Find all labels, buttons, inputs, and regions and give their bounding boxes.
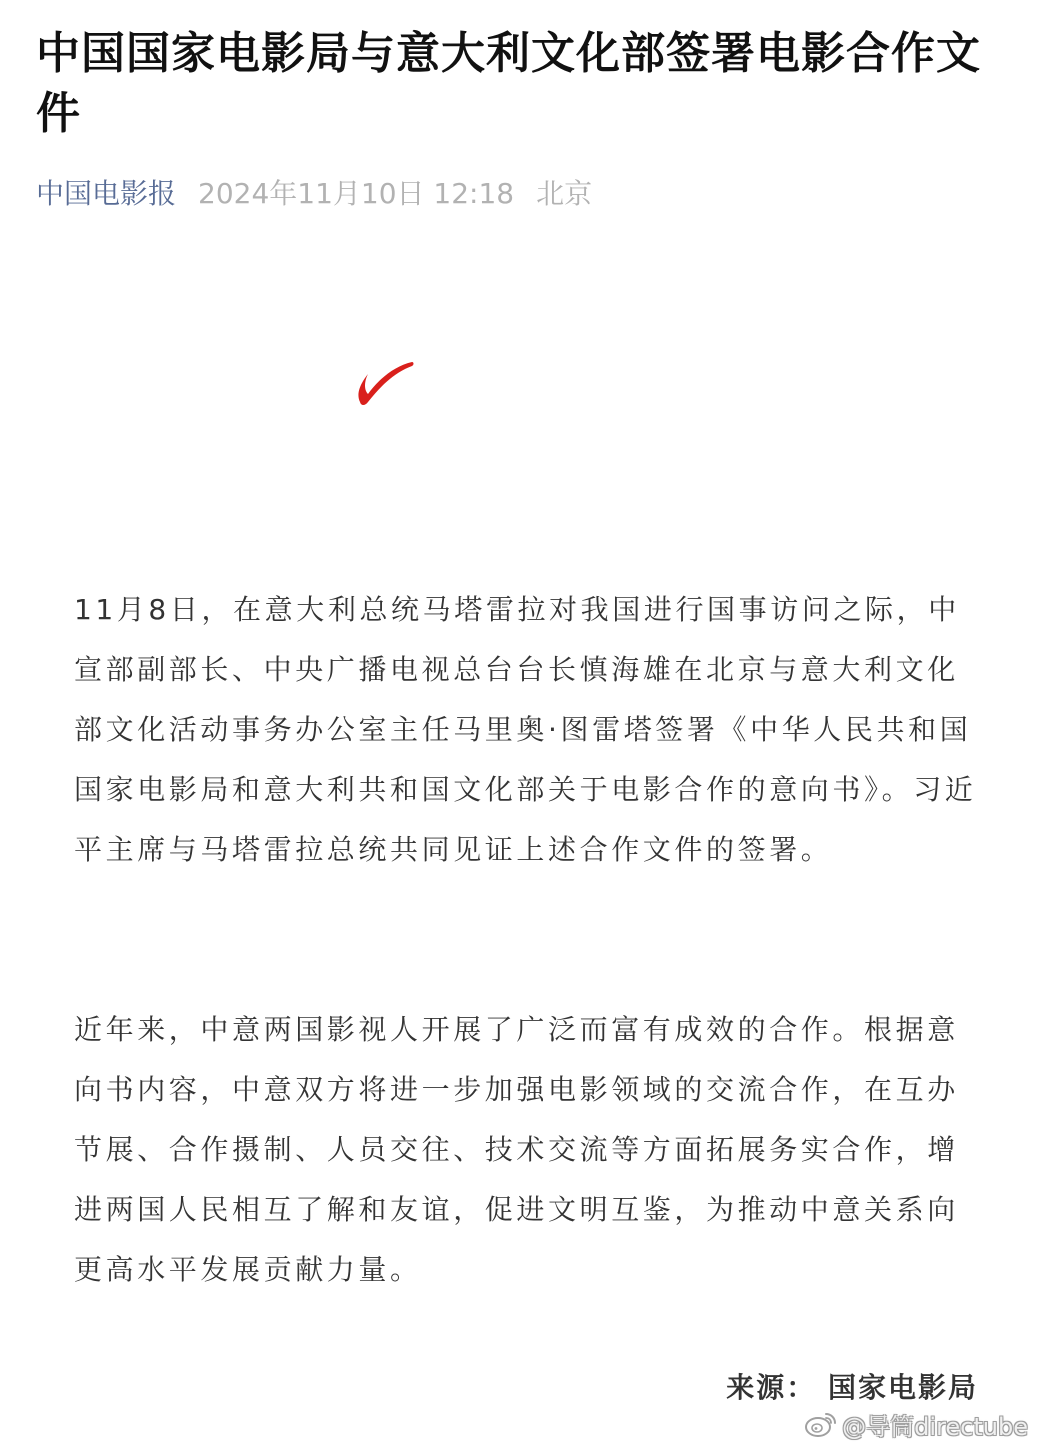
publish-time: 2024年11月10日 12:18 bbox=[198, 177, 515, 210]
account-name-link[interactable]: 中国电影报 bbox=[36, 177, 177, 210]
weibo-icon bbox=[804, 1410, 838, 1438]
article-source: 来源： 国家电影局 bbox=[726, 1371, 978, 1404]
article-meta bbox=[36, 172, 592, 212]
watermark bbox=[804, 1404, 1028, 1444]
article-paragraph: 11月8日，在意大利总统马塔雷拉对我国进行国事访问之际，中宣部副部长、中央广播电视总台台长慎海雄在北京与意大利文化部文化活动事务办公室主任马里奥·图雷塔签署《中华人民共和国国家电影局和意大利共和国文化部关于电影合作的意向书》。习近平主席与马塔雷拉总统共同见证上述合作文件的签署。 bbox=[74, 593, 977, 866]
publish-location: 北京 bbox=[536, 177, 593, 210]
article-paragraph: 近年来，中意两国影视人开展了广泛而富有成效的合作。根据意向书内容，中意双方将进一步加强电影领域的交流合作，在互办节展、合作摄制、人员交往、技术交流等方面拓展务实合作，增进两国人民相互了解和友谊，促进文明互鉴，为推动中意关系向更高水平发展贡献力量。 bbox=[74, 1013, 959, 1286]
article-title: 中国国家电影局与意大利文化部签署电影合作文件 bbox=[36, 28, 981, 139]
watermark-text: @导筒directube bbox=[842, 1412, 1028, 1441]
red-check-mark-icon bbox=[350, 350, 420, 412]
